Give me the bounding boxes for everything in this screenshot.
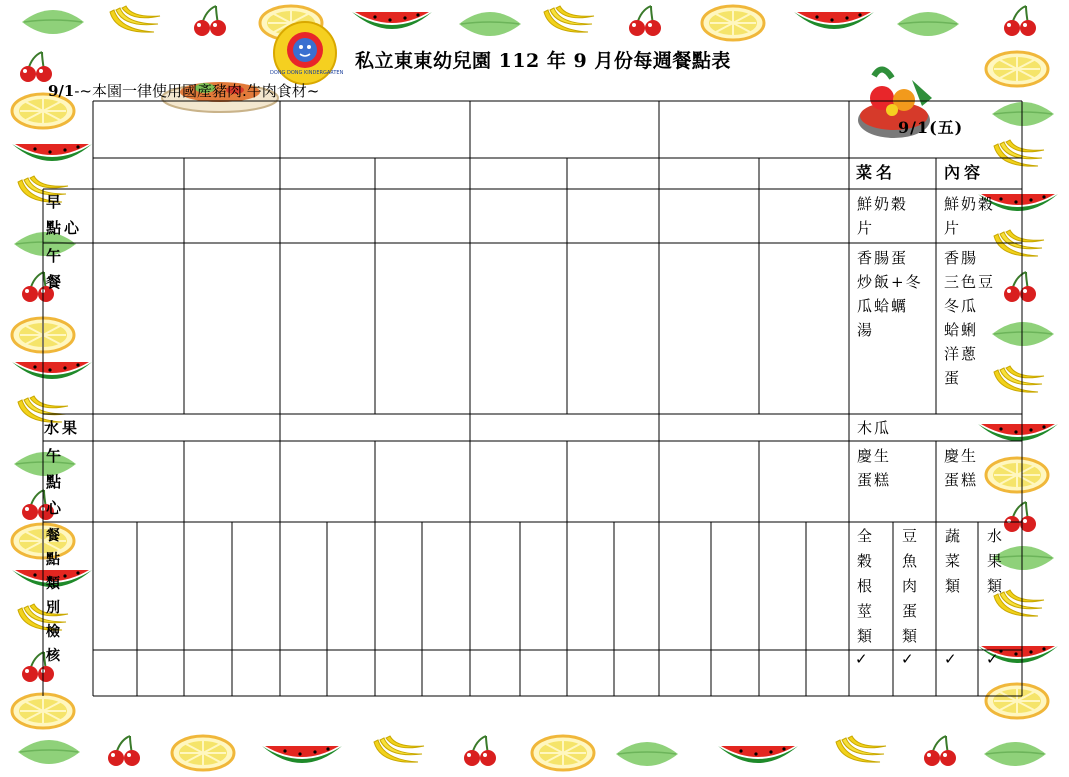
snack-content: 慶生 蛋糕: [944, 447, 979, 489]
notice-text: -~本園一律使用國產豬肉.牛肉食材~: [74, 82, 320, 100]
row-label-check: 餐 點 類 別 檢 核: [46, 528, 63, 664]
row-label-lunch: 午 餐: [46, 247, 65, 291]
snack-dish: 慶生 蛋糕: [857, 447, 892, 489]
breakfast-dish: 鮮奶穀 片: [857, 195, 909, 237]
category-vegetables: 蔬 菜 類: [945, 527, 962, 595]
check-mark: ✓: [901, 650, 914, 668]
row-label-fruit: 水果: [44, 419, 81, 437]
category-protein: 豆 魚 肉 蛋 類: [902, 527, 919, 645]
breakfast-content: 鮮奶穀 片: [944, 195, 996, 237]
category-fruits: 水 果 類: [987, 527, 1004, 595]
check-mark: ✓: [855, 650, 868, 668]
column-content: 內容: [944, 163, 985, 182]
menu-date-header: 9/1(五): [898, 118, 964, 137]
fruit-value: 木瓜: [857, 419, 892, 437]
row-label-snack: 午 點 心: [46, 447, 65, 517]
row-label-breakfast: 早 點心: [46, 193, 83, 237]
category-grains: 全 穀 根 莖 類: [857, 527, 874, 645]
check-mark: ✓: [986, 650, 999, 668]
column-dish-name: 菜名: [856, 163, 897, 182]
logo-text: DONG DONG KINDERGARTEN: [270, 70, 344, 76]
page-title: 私立東東幼兒園 112 年 9 月份每週餐點表: [355, 50, 731, 72]
check-mark: ✓: [944, 650, 957, 668]
lunch-dish: 香腸蛋 炒飯+冬 瓜蛤蠣 湯: [857, 249, 923, 339]
lunch-content: 香腸 三色豆 冬瓜 蛤蜊 洋蔥 蛋: [944, 249, 996, 387]
notice-date: 9/1: [48, 82, 75, 100]
